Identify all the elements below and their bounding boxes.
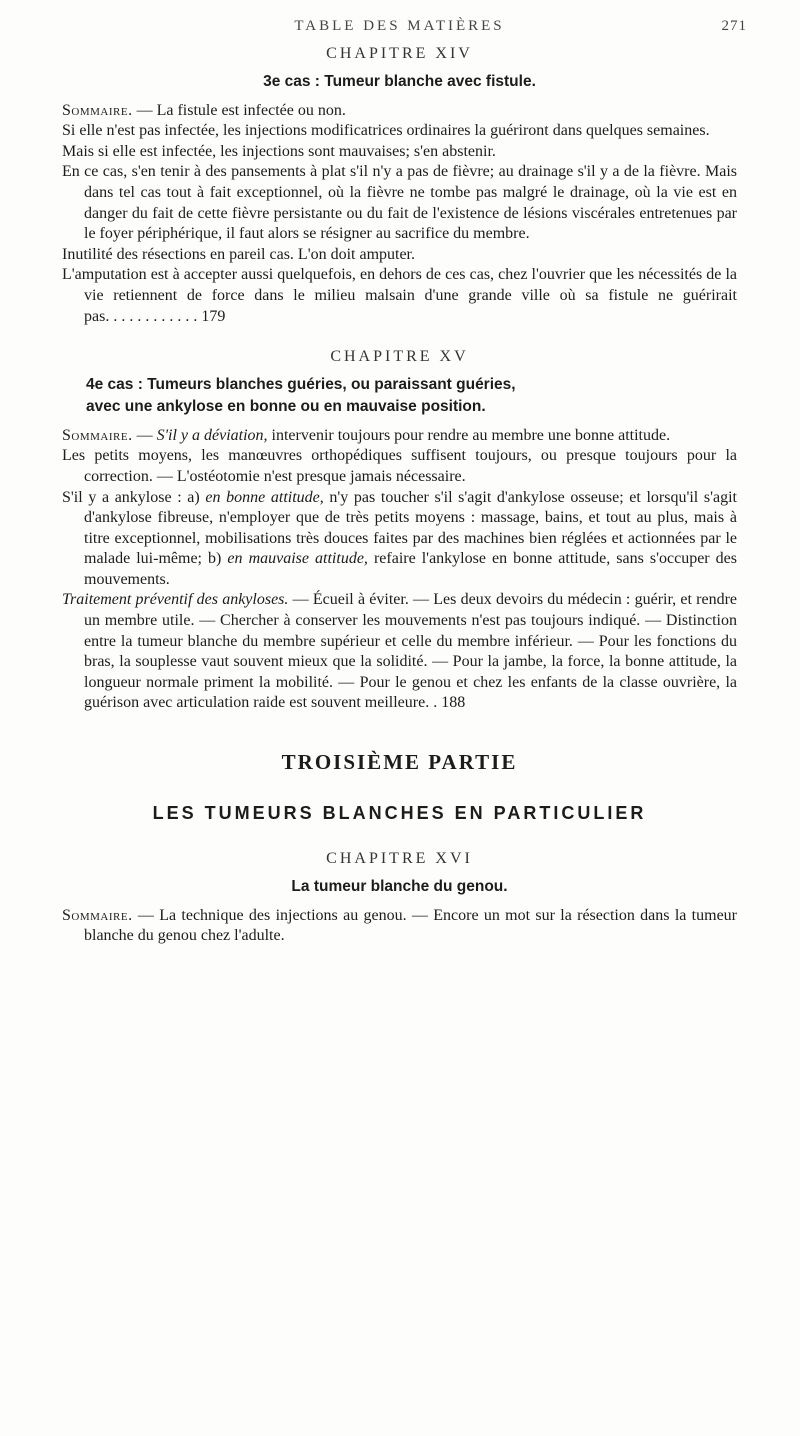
summary-label: Sommaire. [62,101,133,119]
chapter-xvi [62,849,737,947]
case-title-line: avec une ankylose en bonne ou en mauvaise position. [86,397,486,415]
paragraph: S'il y a ankylose : a) en bonne attitude, n'y pas toucher s'il s'agit d'ankylose osseuse; et lorsqu'il s'agit d'ankylose fibreuse, n'employer que de très petits moyens : massage, bains, et tout au plus, mais à titre exceptionnel, mobilisations très douces faites par des machines bien réglées et actionnées par le malade lui-même; b) en mauvaise attitude, refaire l'ankylose en bonne attitude, sans s'occuper des mouvements. [62,488,738,588]
page [0,18,800,1436]
case-title: 3e cas : Tumeur blanche avec fistule. [263,72,536,90]
summary-paragraph [62,101,737,122]
italic-heading: Traitement préventif des ankyloses. [62,591,289,609]
paragraph: Si elle n'est pas infectée, les injections modificatrices ordinaires la guériront dans quelques semaines. [62,122,710,140]
paragraph-text: L'amputation est à accepter aussi quelquefois, en dehors de ces cas, chez l'ouvrier que les nécessités de la vie retiennent de force dans le milieu malsain d'une grande ville où sa fistule ne guérirait pas [62,266,737,325]
running-title: TABLE DES MATIÈRES [294,18,505,34]
paragraph: Les petits moyens, les manœuvres orthopédiques suffisent toujours, ou presque toujours pour la correction. — L'ostéotomie n'est presque jamais nécessaire. [62,447,737,485]
chapter-heading: CHAPITRE XV [330,348,469,366]
dot-leader: . . . . . . . . . . . . [105,307,202,325]
paragraph: Mais si elle est infectée, les injections sont mauvaises; s'en abstenir. [62,142,496,160]
summary-label: Sommaire. [62,906,133,924]
italic-phrase: S'il y a déviation, [156,426,268,444]
summary-text: — La fistule est infectée ou non. [136,101,346,119]
chapter-xv [62,347,737,714]
part-three [62,752,737,823]
summary-label: Sommaire. [62,426,133,444]
summary-paragraph: Sommaire. — S'il y a déviation, intervenir toujours pour rendre au membre une bonne attitude. [62,426,671,444]
paragraph-with-page-ref: Traitement préventif des ankyloses. — Écueil à éviter. — Les deux devoirs du médecin : guérir, et rendre un membre utile. — Chercher à conserver les mouvements n'est pas toujours indiqué. — Distinction entre la tumeur blanche du membre supérieur et celle du membre inférieur. — Pour les fonctions du bras, la souplesse vaut souvent mieux que la solidité. — Pour la jambe, la force, la bonne attitude, la longueur normale priment la mobilité. — Pour le genou et chez les enfants de la classe ouvrière, la guérison avec articulation raide est souvent meilleure. . 188 [62,591,738,712]
case-title [62,374,737,418]
chapter-title: La tumeur blanche du genou. [291,877,508,895]
case-title-line: 4e cas : Tumeurs blanches guéries, ou paraissant guéries, [86,375,516,393]
part-subtitle: LES TUMEURS BLANCHES EN PARTICULIER [152,802,647,823]
chapter-heading: CHAPITRE XIV [326,45,473,62]
summary-text: — La technique des injections au genou. — Encore un mot sur la résection dans la tumeur blanche du genou chez l'adulte. [84,906,738,945]
italic-phrase: en mauvaise attitude, [227,550,368,568]
page-number: 271 [721,18,747,34]
chapter-heading: CHAPITRE XVI [326,850,473,868]
part-title: TROISIÈME PARTIE [281,750,518,775]
italic-phrase: en bonne attitude, [205,488,324,506]
paragraph-with-page-ref [62,265,737,327]
page-ref: 179 [201,307,226,325]
paragraph: En ce cas, s'en tenir à des pansements à plat s'il n'y a pas de fièvre; au drainage s'il y a de la fièvre. Mais dans tel cas tout à fait exceptionnel, où la fièvre ne tombe pas malgré le drainage, où la vie est en danger du fait de cette fièvre persistante ou du fait de l'existence de lésions viscérales entretenues par le foyer périphérique, il faut alors se résigner au sacrifice du membre. [62,163,737,243]
chapter-xiv [62,44,737,327]
paragraph: Inutilité des résections en pareil cas. L'on doit amputer. [62,245,415,263]
running-header [62,18,747,44]
summary-paragraph [62,906,737,947]
page-ref: 188 [441,694,466,712]
